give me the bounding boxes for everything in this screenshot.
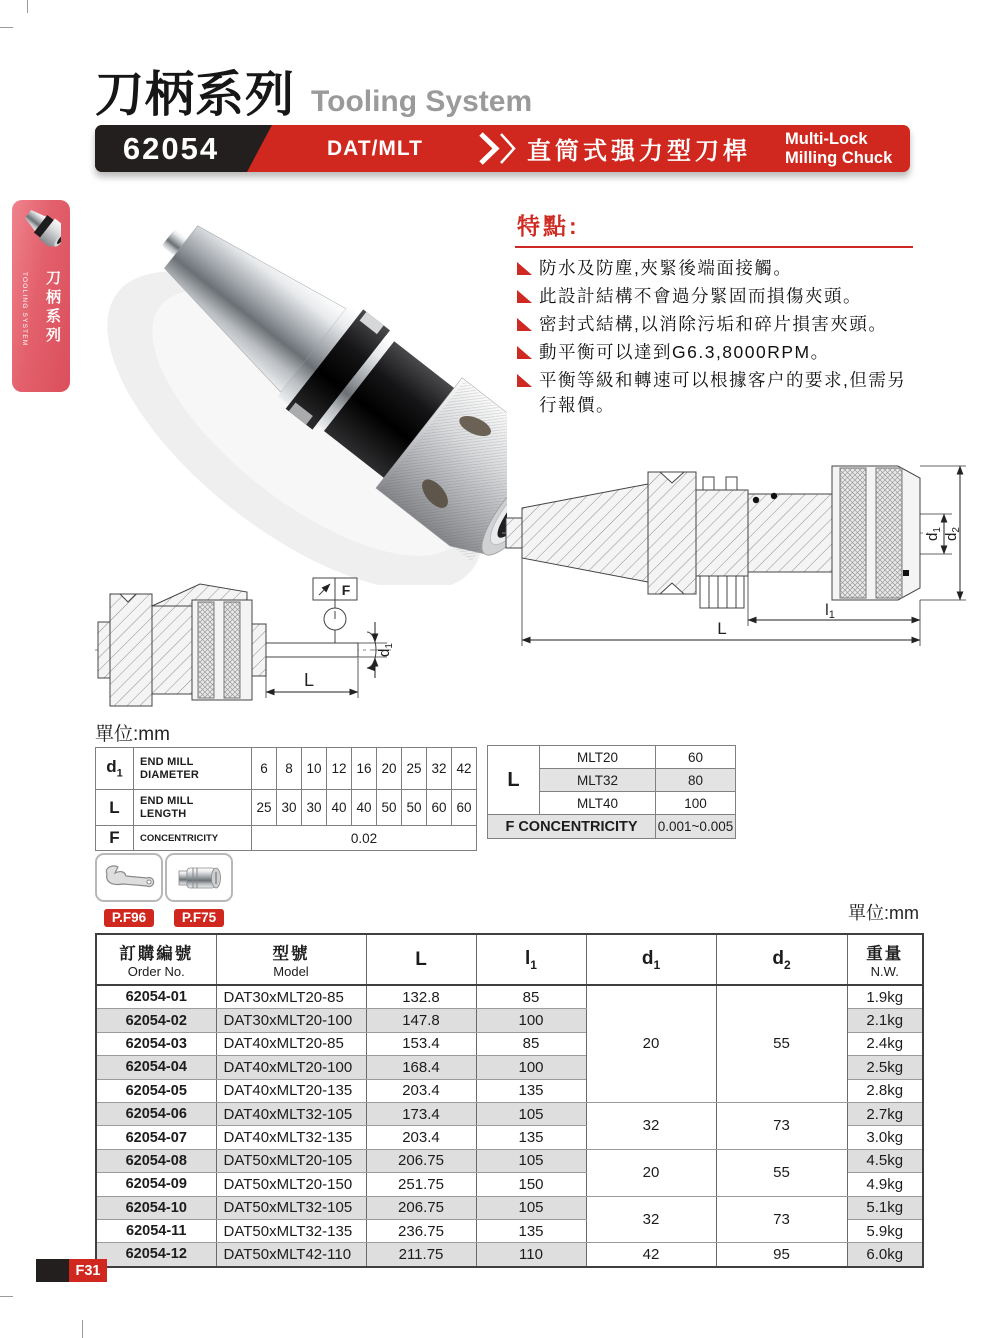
spec-value: 25 — [402, 748, 427, 790]
spec-value: 80 — [656, 769, 736, 792]
crop-mark — [0, 1296, 13, 1297]
feature-text: 平衡等級和轉速可以根據客户的要求,但需另行報價。 — [539, 370, 907, 415]
l1-cell: 100 — [476, 1056, 586, 1079]
model-cell: DAT30xMLT20-100 — [216, 1009, 366, 1032]
length-cell: 203.4 — [366, 1126, 476, 1149]
order-no-cell: 62054-05 — [96, 1079, 216, 1102]
page-ref-badge: P.F96 — [104, 909, 154, 927]
spec-value: 30 — [302, 790, 327, 826]
column-header: $d_2$ — [716, 934, 847, 985]
l1-cell: 105 — [476, 1149, 586, 1172]
l1-cell: 150 — [476, 1173, 586, 1196]
crop-mark — [82, 1320, 83, 1338]
l1-cell: 100 — [476, 1009, 586, 1032]
accessory-ref-spanner — [95, 853, 163, 927]
triangle-bullet-icon — [517, 346, 532, 359]
weight-cell: 5.9kg — [847, 1219, 923, 1242]
order-no-cell: 62054-11 — [96, 1219, 216, 1242]
spec-span-value: 0.02 — [252, 826, 477, 851]
spec-model: MLT20 — [540, 746, 656, 769]
length-cell: 206.75 — [366, 1149, 476, 1172]
svg-text:d1: $d_1$ — [376, 643, 395, 657]
d2-cell: 73 — [716, 1196, 847, 1243]
length-cell: 211.75 — [366, 1243, 476, 1267]
length-cell: 168.4 — [366, 1056, 476, 1079]
product-banner — [95, 125, 910, 172]
spec-model: MLT32 — [540, 769, 656, 792]
spec-symbol: F — [96, 826, 134, 851]
d2-cell: 95 — [716, 1243, 847, 1267]
d1-cell: 32 — [586, 1196, 716, 1243]
table-row — [96, 1243, 923, 1267]
column-header: 訂購編號 Order No. — [96, 934, 216, 985]
spec-value: 8 — [277, 748, 302, 790]
crop-mark — [0, 27, 13, 28]
feature-item — [515, 340, 913, 365]
page-ref-badge: P.F75 — [174, 909, 224, 927]
table-row — [96, 1149, 923, 1172]
weight-cell: 3.0kg — [847, 1126, 923, 1149]
page-number-badge: F31 — [69, 1259, 107, 1282]
order-no-cell: 62054-01 — [96, 985, 216, 1009]
length-cell: 236.75 — [366, 1219, 476, 1242]
spec-value: 50 — [402, 790, 427, 826]
d1-cell: 20 — [586, 1149, 716, 1196]
weight-cell: 2.8kg — [847, 1079, 923, 1102]
unit-label: 單位:mm — [848, 903, 919, 923]
spec-row — [96, 790, 477, 826]
sidebar-section-tab — [12, 200, 70, 392]
crop-mark — [27, 0, 28, 13]
svg-text:l1: l1 — [825, 602, 835, 621]
page-title-zh: 刀柄系列 — [95, 68, 296, 122]
chevron-right-icon — [477, 132, 517, 170]
length-cell: 251.75 — [366, 1173, 476, 1196]
spec-value: 20 — [377, 748, 402, 790]
order-spec-table — [95, 933, 924, 1268]
spec-value: 60 — [452, 790, 477, 826]
d1-cell: 20 — [586, 985, 716, 1102]
feature-text: 密封式結構,以消除污垢和碎片損害夾頭。 — [539, 314, 888, 334]
triangle-bullet-icon — [517, 374, 532, 387]
spec-label: CONCENTRICITY — [134, 826, 252, 851]
weight-cell: 2.5kg — [847, 1056, 923, 1079]
table-row — [96, 1196, 923, 1219]
column-header: $l_1$ — [476, 934, 586, 985]
spec-value: 60 — [427, 790, 452, 826]
sidebar-label-en: TOOLING SYSTEM — [21, 272, 28, 347]
length-spec-table — [487, 745, 736, 839]
spec-value: 30 — [277, 790, 302, 826]
length-cell: 173.4 — [366, 1102, 476, 1125]
l1-cell: 135 — [476, 1126, 586, 1149]
feature-list — [515, 256, 913, 418]
spec-value: 60 — [656, 746, 736, 769]
spanner-thumbnail — [95, 853, 163, 902]
feature-item — [515, 312, 913, 337]
order-no-cell: 62054-06 — [96, 1102, 216, 1125]
model-cell: DAT50xMLT20-150 — [216, 1173, 366, 1196]
unit-label: 單位:mm — [95, 724, 170, 745]
technical-drawing-runout-check — [95, 572, 395, 723]
weight-cell: 6.0kg — [847, 1243, 923, 1267]
d1-cell: 42 — [586, 1243, 716, 1267]
d1-cell: 32 — [586, 1102, 716, 1149]
model-cell: DAT40xMLT32-135 — [216, 1126, 366, 1149]
model-cell: DAT40xMLT20-85 — [216, 1032, 366, 1055]
length-cell: 203.4 — [366, 1079, 476, 1102]
spec-row — [96, 826, 477, 851]
l1-cell: 110 — [476, 1243, 586, 1267]
accessory-ref-collet — [165, 853, 233, 927]
feature-text: 防水及防塵,夾緊後端面接觸。 — [539, 258, 793, 278]
table-row — [96, 1102, 923, 1125]
svg-text:d2: $d_2$ — [943, 527, 962, 541]
l1-cell: 85 — [476, 1032, 586, 1055]
model-cell: DAT50xMLT20-105 — [216, 1149, 366, 1172]
page-title — [95, 56, 532, 126]
sidebar-label-zh: 刀柄系列 — [44, 270, 61, 346]
l1-cell: 85 — [476, 985, 586, 1009]
endmill-spec-table — [95, 747, 477, 851]
weight-cell: 4.9kg — [847, 1173, 923, 1196]
feature-text: 此設計結構不會過分緊固而損傷夾頭。 — [539, 286, 862, 306]
column-header: $d_1$ — [586, 934, 716, 985]
collet-icon — [171, 861, 227, 895]
l1-cell: 105 — [476, 1196, 586, 1219]
feature-item — [515, 368, 913, 418]
weight-cell: 1.9kg — [847, 985, 923, 1009]
order-no-cell: 62054-03 — [96, 1032, 216, 1055]
product-name-zh: 直筒式强力型刀桿 — [527, 138, 751, 165]
collet-thumbnail — [165, 853, 233, 902]
weight-cell: 2.4kg — [847, 1032, 923, 1055]
d2-cell: 55 — [716, 1149, 847, 1196]
length-cell: 132.8 — [366, 985, 476, 1009]
spec-label: F CONCENTRICITY — [488, 815, 656, 839]
features-heading: 特點: — [515, 208, 913, 248]
product-photo — [105, 183, 507, 590]
spec-value: 16 — [352, 748, 377, 790]
d2-cell: 73 — [716, 1102, 847, 1149]
hook-spanner-icon — [101, 861, 157, 895]
order-no-cell: 62054-07 — [96, 1126, 216, 1149]
feature-item — [515, 284, 913, 309]
model-cell: DAT30xMLT20-85 — [216, 985, 366, 1009]
triangle-bullet-icon — [517, 262, 532, 275]
order-no-cell: 62054-02 — [96, 1009, 216, 1032]
spec-value: 40 — [352, 790, 377, 826]
weight-cell: 2.1kg — [847, 1009, 923, 1032]
svg-text:F: F — [341, 582, 351, 598]
spec-value: 42 — [452, 748, 477, 790]
spec-value: 25 — [252, 790, 277, 826]
model-cell: DAT50xMLT32-105 — [216, 1196, 366, 1219]
features-section — [515, 208, 913, 421]
length-cell: 147.8 — [366, 1009, 476, 1032]
l1-cell: 135 — [476, 1079, 586, 1102]
header-row — [96, 934, 923, 985]
weight-cell: 2.7kg — [847, 1102, 923, 1125]
model-number-badge: 62054 — [95, 125, 247, 172]
order-no-cell: 62054-04 — [96, 1056, 216, 1079]
column-header: 型號 Model — [216, 934, 366, 985]
svg-text:d1: $d_1$ — [924, 527, 943, 541]
spec-value: 0.001~0.005 — [656, 815, 736, 839]
model-cell: DAT50xMLT32-135 — [216, 1219, 366, 1242]
spec-value: 12 — [327, 748, 352, 790]
order-no-cell: 62054-12 — [96, 1243, 216, 1267]
spec-value: 100 — [656, 792, 736, 815]
d2-cell: 55 — [716, 985, 847, 1102]
model-cell: DAT40xMLT20-135 — [216, 1079, 366, 1102]
triangle-bullet-icon — [517, 318, 532, 331]
technical-drawing-side-view — [500, 430, 968, 663]
column-header: L — [366, 934, 476, 985]
spec-row — [488, 815, 736, 839]
page-title-en: Tooling System — [311, 85, 533, 118]
feature-item — [515, 256, 913, 281]
spec-symbol: L — [488, 746, 540, 815]
table-row — [96, 985, 923, 1009]
sidebar-tool-thumbnail-icon — [21, 208, 61, 265]
model-cell: DAT40xMLT32-105 — [216, 1102, 366, 1125]
spec-symbol: L — [96, 790, 134, 826]
spec-model: MLT40 — [540, 792, 656, 815]
product-name-en: Multi-Lock Milling Chuck — [785, 129, 893, 167]
column-header: 重量 N.W. — [847, 934, 923, 985]
spec-label: END MILL LENGTH — [134, 790, 252, 826]
model-cell: DAT40xMLT20-100 — [216, 1056, 366, 1079]
feature-text: 動平衡可以達到G6.3,8000RPM。 — [539, 342, 830, 362]
spec-row — [488, 746, 736, 769]
spec-symbol: $d_1$ — [96, 748, 134, 790]
weight-cell: 5.1kg — [847, 1196, 923, 1219]
spec-row — [96, 748, 477, 790]
spec-value: 40 — [327, 790, 352, 826]
svg-text:L: L — [303, 670, 315, 690]
footer-bar — [36, 1259, 69, 1282]
svg-text:L: L — [717, 619, 727, 638]
order-no-cell: 62054-10 — [96, 1196, 216, 1219]
spec-label: END MILL DIAMETER — [134, 748, 252, 790]
length-cell: 206.75 — [366, 1196, 476, 1219]
weight-cell: 4.5kg — [847, 1149, 923, 1172]
order-no-cell: 62054-09 — [96, 1173, 216, 1196]
l1-cell: 135 — [476, 1219, 586, 1242]
series-label: DAT/MLT — [326, 136, 424, 160]
length-cell: 153.4 — [366, 1032, 476, 1055]
spec-value: 32 — [427, 748, 452, 790]
spec-value: 50 — [377, 790, 402, 826]
model-cell: DAT50xMLT42-110 — [216, 1243, 366, 1267]
triangle-bullet-icon — [517, 290, 532, 303]
l1-cell: 105 — [476, 1102, 586, 1125]
spec-value: 6 — [252, 748, 277, 790]
order-no-cell: 62054-08 — [96, 1149, 216, 1172]
page-footer — [36, 1259, 107, 1282]
spec-value: 10 — [302, 748, 327, 790]
